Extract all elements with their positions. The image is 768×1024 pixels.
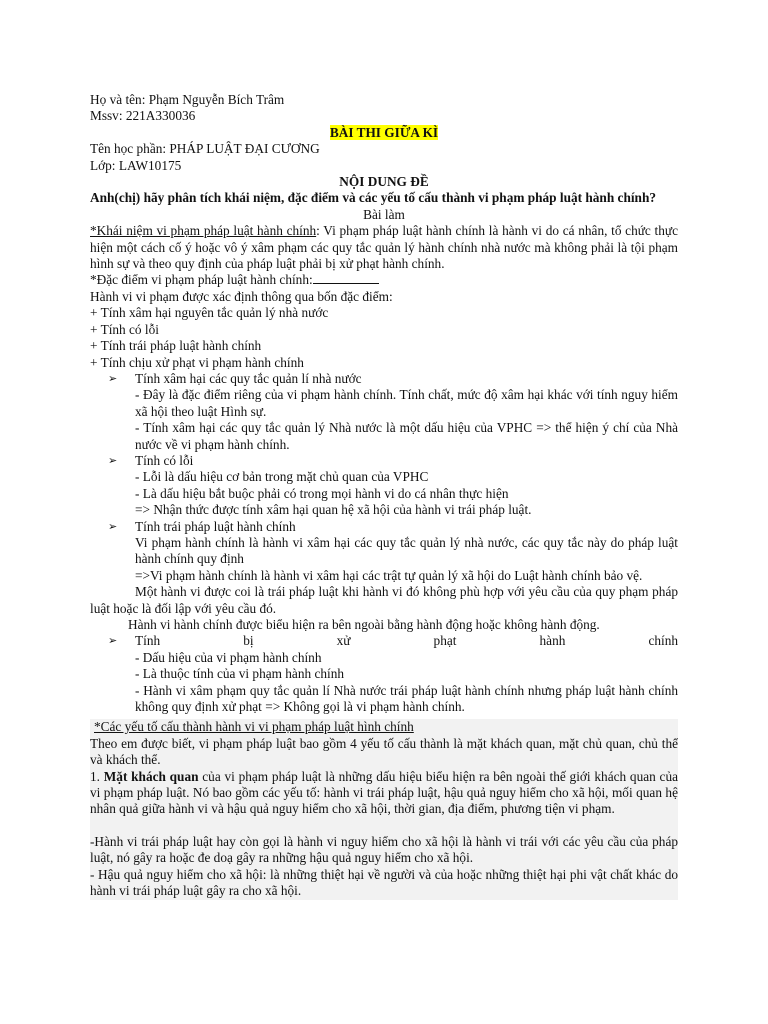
features-intro: Hành vi vi phạm được xác định thông qua bốn đặc điểm: bbox=[90, 288, 393, 304]
subject-line: Tên học phần: PHÁP LUẬT ĐẠI CƯƠNG bbox=[90, 141, 320, 157]
definition-paragraph bbox=[90, 223, 678, 272]
arrow-bullet-icon: ➢ bbox=[108, 520, 118, 533]
elements-intro: Theo em được biết, vi phạm pháp luật bao gồm 4 yếu tố cấu thành là mặt khách quan, mặt chủ quan, chủ thể và khách thể. bbox=[90, 735, 678, 768]
feature-detail: - Đây là đặc điểm riêng của vi phạm hành chính. Tính chất, mức độ xâm hại khác với tính nguy hiểm xã hội theo luật Hình sự. bbox=[135, 387, 678, 419]
feature-detail: Vi phạm hành chính là hành vi xâm hại các quy tắc quản lý nhà nước, các quy tắc này do pháp luật hành chính quy định bbox=[135, 534, 678, 567]
objective-label: Mặt khách quan bbox=[103, 768, 199, 784]
feature-detail: - Là thuộc tính của vi phạm hành chính bbox=[135, 666, 344, 682]
arrow-bullet-icon: ➢ bbox=[108, 635, 118, 648]
features-label: *Đặc điểm vi phạm pháp luật hành chính: bbox=[90, 272, 313, 288]
elements-heading bbox=[90, 719, 678, 735]
feature-detail: Một hành vi được coi là trái pháp luật khi hành vi đó không phù hợp với yêu cầu của quy phạm pháp luật hoặc là đối lập với yêu cầu đó. bbox=[90, 584, 678, 616]
feature-bullet bbox=[90, 453, 678, 469]
objective-text: của vi phạm pháp luật là những dấu hiệu biểu hiện ra bên ngoài thế giới khách quan của vi phạm pháp luật. Nó bao gồm các yếu tố: hành vi trái pháp luật, hậu quả nguy hiểm cho xã hội, mối quan hệ nhân quả giữa hành vi và hậu quả nguy hiểm cho xã hội, thời gian, địa điểm, phương tiện vi phạm. bbox=[90, 768, 678, 817]
feature-detail: - Lỗi là dấu hiệu cơ bản trong mặt chủ quan của VPHC bbox=[135, 469, 429, 485]
feature-summary-item: + Tính trái pháp luật hành chính bbox=[90, 338, 262, 354]
feature-detail: =>Vi phạm hành chính là hành vi xâm hại các trật tự quản lý xã hội do Luật hành chính bảo vệ. bbox=[135, 567, 643, 583]
exam-title: BÀI THI GIỮA KÌ bbox=[329, 124, 439, 140]
exam-title-line bbox=[90, 125, 678, 141]
class-line: Lớp: LAW10175 bbox=[90, 157, 182, 173]
feature-title: Tính trái pháp luật hành chính bbox=[135, 518, 296, 534]
feature-detail: - Là dấu hiệu bắt buộc phải có trong mọi hành vi do cá nhân thực hiện bbox=[135, 485, 509, 501]
objective-number: 1. bbox=[90, 768, 104, 784]
feature-detail: - Tính xâm hại các quy tắc quản lý Nhà nước là một dấu hiệu của VPHC => thể hiện ý chí của Nhà nước về vi phạm hành chính. bbox=[135, 420, 678, 452]
feature-title: Tính xâm hại các quy tắc quản lí nhà nước bbox=[135, 370, 362, 386]
document-body bbox=[90, 92, 678, 900]
elements-label: *Các yếu tố cấu thành hành vi vi phạm pháp luật hình chính bbox=[94, 719, 414, 735]
unlawful-act-paragraph: -Hành vi trái pháp luật hay còn gọi là hành vi nguy hiểm cho xã hội là hành vi trái với các yêu cầu của pháp luật, nó gây ra hoặc đe doạ gây ra những hậu quả nguy hiểm cho xã hội. bbox=[90, 833, 678, 866]
feature-title: Tính có lỗi bbox=[135, 452, 194, 468]
arrow-bullet-icon: ➢ bbox=[108, 454, 118, 467]
definition-text: : Vi phạm pháp luật hành chính là hành vi do cá nhân, tổ chức thực hiện một cách cố ý hoặc vô ý xâm phạm các quy tắc quản lý hành chính nhà nước mà không phải là tội phạm hình sự và theo quy định của pháp luật phải bị xử phạt hành chính. bbox=[90, 223, 678, 272]
feature-summary-item: + Tính chịu xử phạt vi phạm hành chính bbox=[90, 354, 304, 370]
feature-detail: - Dấu hiệu của vi phạm hành chính bbox=[135, 649, 322, 665]
student-name: Họ và tên: Phạm Nguyễn Bích Trâm bbox=[90, 92, 285, 107]
feature-summary-item: + Tính có lỗi bbox=[90, 321, 159, 337]
arrow-bullet-icon: ➢ bbox=[108, 372, 118, 385]
feature-detail: => Nhận thức được tính xâm hại quan hệ xã hội của hành vi trái pháp luật. bbox=[135, 502, 532, 518]
objective-paragraph bbox=[90, 769, 678, 818]
exam-question: Anh(chị) hãy phân tích khái niệm, đặc điểm và các yếu tố cấu thành vi phạm pháp luật hành chính? bbox=[90, 190, 656, 206]
feature-bullet bbox=[90, 371, 678, 387]
underline-rule bbox=[313, 273, 379, 284]
feature-bullet bbox=[90, 519, 678, 535]
harm-paragraph: - Hậu quả nguy hiểm cho xã hội: là những thiệt hại về người và của hoặc những thiệt hại phi vật chất khác do hành vi trái pháp luật gây ra cho xã hội. bbox=[90, 866, 678, 899]
feature-detail: - Hành vi xâm phạm quy tắc quản lí Nhà nước trái pháp luật hành chính nhưng pháp luật hành chính không quy định xử phạt => Không gọi là vi phạm hành chính. bbox=[135, 682, 678, 715]
feature-bullet bbox=[90, 633, 678, 649]
answer-heading: Bài làm bbox=[363, 206, 405, 222]
feature-summary-item: + Tính xâm hại nguyên tắc quản lý nhà nước bbox=[90, 305, 329, 321]
student-id: Mssv: 221A330036 bbox=[90, 108, 196, 124]
feature-title: Tính bị xử phạt hành chính bbox=[135, 633, 678, 649]
blank-line bbox=[90, 818, 678, 834]
features-heading bbox=[90, 272, 678, 288]
definition-label: *Khái niệm vi phạm pháp luật hành chính bbox=[90, 223, 317, 239]
feature-detail: Hành vi hành chính được biểu hiện ra bên ngoài bằng hành động hoặc không hành động. bbox=[128, 617, 600, 632]
prompt-heading: NỘI DUNG ĐỀ bbox=[339, 174, 429, 190]
elements-section bbox=[90, 719, 678, 899]
